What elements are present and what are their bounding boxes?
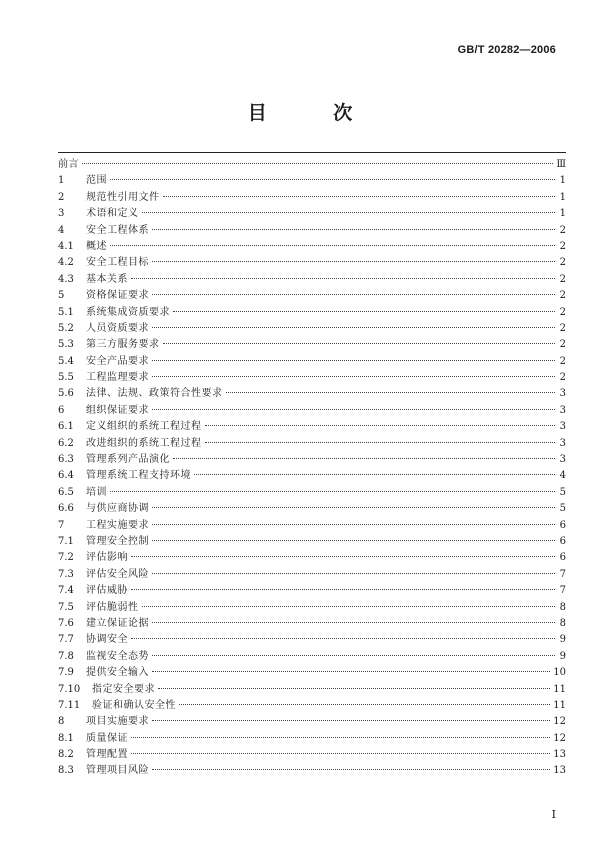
toc-entry-page: 4 [559, 470, 566, 482]
toc-entry[interactable] [58, 731, 566, 747]
toc-entry-number: 7.9 [58, 667, 74, 679]
toc-entry-title: 管理项目风险 [86, 765, 149, 777]
toc-entry-number: 8.2 [58, 749, 74, 761]
toc-entry-page: 13 [553, 749, 566, 761]
toc-entry-page: 1 [559, 175, 566, 187]
toc-entry-title: 安全产品要求 [86, 355, 149, 367]
toc-entry-page: 2 [559, 306, 566, 318]
toc-entry-page: Ⅲ [556, 159, 566, 170]
toc-entry[interactable] [58, 436, 566, 452]
toc-dot-leader [173, 311, 555, 312]
toc-entry[interactable] [58, 239, 566, 255]
toc-dot-leader [152, 376, 555, 377]
toc-entry-number: 6.6 [58, 503, 74, 515]
toc-dot-leader [152, 294, 555, 295]
toc-entry-number: 6.2 [58, 437, 74, 449]
toc-entry-page: 2 [559, 224, 566, 236]
toc-entry[interactable] [58, 763, 566, 779]
toc-entry[interactable] [58, 386, 566, 402]
toc-entry-number: 6.5 [58, 486, 74, 498]
toc-entry-number: 5 [58, 290, 65, 302]
toc-entry-title: 组织保证要求 [86, 404, 149, 416]
toc-entry-title: 基本关系 [86, 273, 128, 285]
toc-entry-title: 安全工程目标 [86, 257, 149, 269]
toc-entry-title: 培训 [86, 486, 107, 498]
toc-entry[interactable] [58, 337, 566, 353]
toc-entry-number: 8.1 [58, 732, 74, 744]
toc-entry[interactable] [58, 403, 566, 419]
toc-entry-number: 8 [58, 716, 65, 728]
toc-entry-page: 2 [559, 290, 566, 302]
toc-entry-number: 7.4 [58, 585, 74, 597]
toc-dot-leader [205, 425, 556, 426]
toc-entry-page: 2 [559, 355, 566, 367]
toc-entry-title: 评估安全风险 [86, 568, 149, 580]
page-number: I [551, 808, 556, 821]
toc-entry-number: 5.6 [58, 388, 74, 400]
standard-code: GB/T 20282—2006 [457, 44, 556, 56]
toc-dot-leader [110, 179, 555, 180]
toc-entry-number: 7.5 [58, 601, 74, 613]
toc-entry-title: 概述 [86, 240, 107, 252]
toc-entry-page: 3 [559, 388, 566, 400]
toc-entry-number: 4.3 [58, 273, 74, 285]
toc-entry-page: 2 [559, 240, 566, 252]
toc-entry-number: 3 [58, 208, 65, 220]
toc-entry-title: 法律、法规、政策符合性要求 [86, 388, 223, 400]
toc-entry-number: 7.11 [58, 699, 81, 711]
toc-entry-number: 4.2 [58, 257, 74, 269]
toc-entry-number: 7.6 [58, 617, 74, 629]
toc-dot-leader [152, 327, 555, 328]
toc-entry-number: 5.1 [58, 306, 74, 318]
toc-entry[interactable] [58, 632, 566, 648]
toc-entry-page: 3 [559, 421, 566, 433]
toc-dot-leader [152, 769, 550, 770]
toc-entry-page: 2 [559, 339, 566, 351]
toc-entry-page: 5 [559, 486, 566, 498]
toc-entry[interactable] [58, 550, 566, 566]
toc-dot-leader [152, 409, 555, 410]
toc-entry-title: 管理系统工程支持环境 [86, 470, 191, 482]
toc-dot-leader [158, 688, 550, 689]
toc-entry[interactable] [58, 419, 566, 435]
toc-entry-number: 6 [58, 404, 65, 416]
toc-entry-page: 6 [559, 552, 566, 564]
toc-entry-number: 6.4 [58, 470, 74, 482]
toc-entry-title: 术语和定义 [86, 208, 139, 220]
toc-entry[interactable] [58, 600, 566, 616]
toc-entry[interactable] [58, 518, 566, 534]
toc-entry[interactable] [58, 288, 566, 304]
toc-entry[interactable] [58, 698, 566, 714]
toc-entry[interactable] [58, 747, 566, 763]
toc-dot-leader [152, 720, 550, 721]
toc-dot-leader [152, 671, 550, 672]
title-rule [58, 152, 566, 153]
toc-entry[interactable] [58, 255, 566, 271]
toc-dot-leader [152, 540, 555, 541]
toc-entry-page: 9 [559, 650, 566, 662]
toc-dot-leader [131, 737, 550, 738]
toc-entry[interactable] [58, 616, 566, 632]
toc-entry[interactable] [58, 206, 566, 222]
toc-entry-title: 管理配置 [86, 749, 128, 761]
toc-dot-leader [194, 474, 555, 475]
toc-entry-page: 5 [559, 503, 566, 515]
toc-entry[interactable] [58, 501, 566, 517]
toc-entry[interactable] [58, 583, 566, 599]
toc-entry-title: 指定安全要求 [92, 683, 155, 695]
toc-dot-leader [142, 606, 556, 607]
toc-entry-number: 7.7 [58, 634, 74, 646]
toc-entry-number: 6.3 [58, 454, 74, 466]
toc-entry-page: 8 [559, 617, 566, 629]
toc-entry-title: 定义组织的系统工程过程 [86, 421, 202, 433]
toc-entry-title: 管理系列产品演化 [86, 454, 170, 466]
toc-entry[interactable] [58, 370, 566, 386]
toc-entry[interactable] [58, 682, 566, 698]
toc-entry-title: 系统集成资质要求 [86, 306, 170, 318]
toc-entry-number: 1 [58, 175, 65, 187]
toc-dot-leader [226, 392, 556, 393]
toc-dot-leader [152, 229, 555, 230]
toc-entry[interactable] [58, 649, 566, 665]
toc-entry-title: 监视安全态势 [86, 650, 149, 662]
toc-dot-leader [131, 556, 555, 557]
toc-entry-page: 3 [559, 437, 566, 449]
toc-entry-title: 改进组织的系统工程过程 [86, 437, 202, 449]
toc-dot-leader [205, 442, 556, 443]
toc-entry-page: 13 [553, 765, 566, 777]
toc-entry-title: 评估影响 [86, 552, 128, 564]
toc-entry-page: 2 [559, 257, 566, 269]
toc-entry[interactable] [58, 321, 566, 337]
toc-entry-page: 10 [553, 667, 566, 679]
page-title: 目 次 [247, 102, 383, 124]
toc-entry-page: 6 [559, 519, 566, 531]
toc-entry-title: 范围 [86, 175, 107, 187]
toc-entry[interactable] [58, 534, 566, 550]
toc-entry-title: 验证和确认安全性 [92, 699, 176, 711]
toc-dot-leader [82, 163, 553, 164]
toc-entry-page: 2 [559, 372, 566, 384]
toc-entry[interactable] [58, 567, 566, 583]
toc-dot-leader [110, 245, 555, 246]
toc-dot-leader [131, 638, 555, 639]
toc-entry-title: 安全工程体系 [86, 224, 149, 236]
toc-entry-title: 规范性引用文件 [86, 191, 160, 203]
toc-entry-number: 7.10 [58, 683, 81, 695]
toc-entry-page: 11 [553, 699, 566, 711]
toc-entry[interactable] [58, 173, 566, 189]
toc-dot-leader [131, 589, 555, 590]
toc-entry-page: 2 [559, 322, 566, 334]
toc-dot-leader [173, 458, 555, 459]
toc-entry-page: 8 [559, 601, 566, 613]
toc-entry[interactable] [58, 223, 566, 239]
toc-entry[interactable] [58, 485, 566, 501]
toc-entry-title: 管理安全控制 [86, 535, 149, 547]
toc-entry-page: 3 [559, 404, 566, 416]
toc-entry-number: 2 [58, 191, 65, 203]
toc-entry-title: 质量保证 [86, 732, 128, 744]
toc-entry-number: 8.3 [58, 765, 74, 777]
toc-dot-leader [152, 573, 555, 574]
toc-entry-number: 7.2 [58, 552, 74, 564]
toc-entry-number: 7.3 [58, 568, 74, 580]
toc-dot-leader [163, 196, 556, 197]
toc-dot-leader [152, 507, 555, 508]
toc-entry-number: 4.1 [58, 240, 74, 252]
toc-dot-leader [152, 360, 555, 361]
toc-entry[interactable] [58, 714, 566, 730]
toc-dot-leader [110, 491, 555, 492]
toc-entry-number: 7 [58, 519, 65, 531]
toc-entry-title: 人员资质要求 [86, 322, 149, 334]
toc-entry-number: 7.1 [58, 535, 74, 547]
toc-entry-title: 协调安全 [86, 634, 128, 646]
toc-dot-leader [152, 261, 555, 262]
toc-entry-page: 9 [559, 634, 566, 646]
toc-entry[interactable] [58, 190, 566, 206]
toc-entry[interactable] [58, 354, 566, 370]
toc-entry-number: 4 [58, 224, 65, 236]
toc-entry-page: 12 [553, 716, 566, 728]
toc-entry-title: 前言 [58, 159, 79, 170]
toc-dot-leader [152, 524, 555, 525]
toc-entry-page: 12 [553, 732, 566, 744]
toc-entry-page: 11 [553, 683, 566, 695]
toc-entry-number: 6.1 [58, 421, 74, 433]
toc-entry-title: 资格保证要求 [86, 290, 149, 302]
toc-dot-leader [179, 704, 550, 705]
toc-entry-title: 评估脆弱性 [86, 601, 139, 613]
toc-entry-title: 第三方服务要求 [86, 339, 160, 351]
toc-dot-leader [152, 655, 555, 656]
toc-entry-number: 5.2 [58, 322, 74, 334]
toc-dot-leader [131, 753, 550, 754]
toc-dot-leader [163, 343, 556, 344]
toc-entry-title: 建立保证论据 [86, 617, 149, 629]
toc-entry-title: 工程实施要求 [86, 519, 149, 531]
toc-entry-page: 1 [559, 191, 566, 203]
toc-entry-title: 工程监理要求 [86, 372, 149, 384]
toc-entry-page: 3 [559, 454, 566, 466]
toc-entry-number: 5.3 [58, 339, 74, 351]
toc-entry-page: 2 [559, 273, 566, 285]
toc-entry[interactable] [58, 452, 566, 468]
toc-entry[interactable] [58, 468, 566, 484]
toc-entry-number: 5.5 [58, 372, 74, 384]
toc-dot-leader [152, 622, 555, 623]
toc-entry-page: 1 [559, 208, 566, 220]
toc-entry-page: 7 [559, 585, 566, 597]
toc-entry-title: 项目实施要求 [86, 716, 149, 728]
table-of-contents [58, 157, 566, 780]
toc-entry-title: 与供应商协调 [86, 503, 149, 515]
toc-dot-leader [142, 212, 556, 213]
toc-entry-page: 6 [559, 535, 566, 547]
toc-entry-title: 提供安全输入 [86, 667, 149, 679]
toc-entry[interactable] [58, 157, 566, 173]
toc-entry[interactable] [58, 272, 566, 288]
toc-entry-number: 5.4 [58, 355, 74, 367]
toc-entry-title: 评估威胁 [86, 585, 128, 597]
toc-entry[interactable] [58, 305, 566, 321]
toc-entry-number: 7.8 [58, 650, 74, 662]
toc-entry[interactable] [58, 665, 566, 681]
toc-entry-page: 7 [559, 568, 566, 580]
toc-dot-leader [131, 278, 555, 279]
